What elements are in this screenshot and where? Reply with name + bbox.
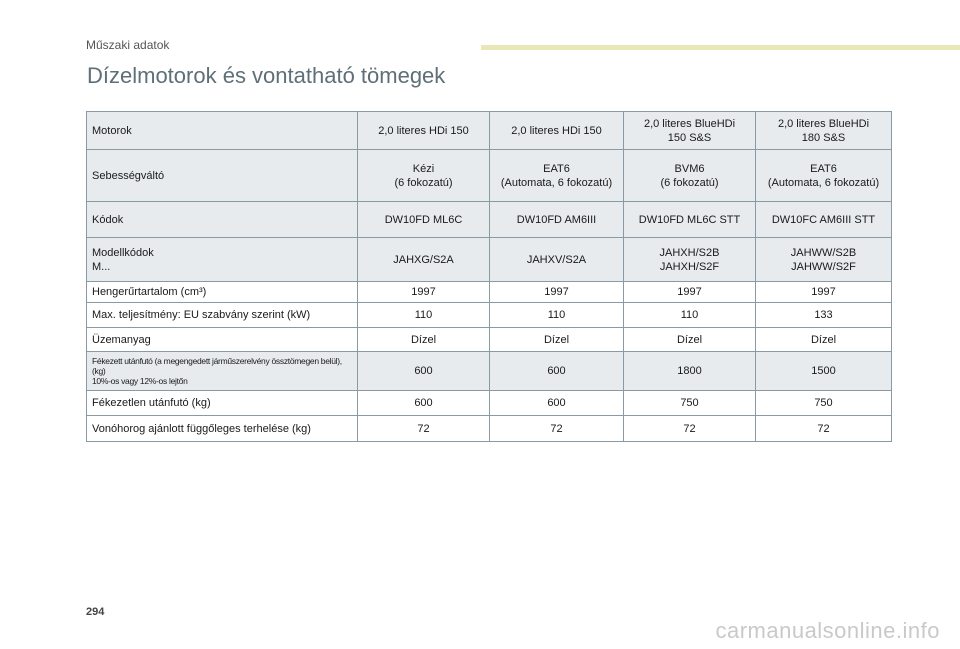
- value-cell: 1500: [756, 352, 892, 391]
- value-cell: 1997: [358, 282, 490, 303]
- value-cell: JAHXG/S2A: [358, 238, 490, 282]
- row-label-line: Fékezett utánfutó (a megengedett járműszerelvény össztömegen belül), (kg): [92, 356, 342, 376]
- row-label-line: M...: [92, 260, 111, 273]
- value-cell: 1997: [490, 282, 624, 303]
- value-cell: 110: [490, 303, 624, 328]
- table-row: [87, 303, 892, 328]
- section-label: Műszaki adatok: [86, 38, 170, 52]
- page-title: Dízelmotorok és vontatható tömegek: [87, 63, 446, 88]
- value-cell: Dízel: [490, 328, 624, 352]
- value-cell: 72: [358, 416, 490, 442]
- row-label-line: Modellkódok: [92, 246, 154, 259]
- value-cell: JAHXH/S2B JAHXH/S2F: [624, 238, 756, 282]
- page-number: 294: [86, 606, 105, 618]
- value-cell: 2,0 literes HDi 150: [490, 112, 624, 150]
- value-cell: Dízel: [756, 328, 892, 352]
- row-label-cell: Max. teljesítmény: EU szabvány szerint (kW): [87, 303, 358, 328]
- value-cell: 1997: [756, 282, 892, 303]
- value-cell: BVM6 (6 fokozatú): [624, 150, 756, 202]
- value-cell: EAT6 (Automata, 6 fokozatú): [756, 150, 892, 202]
- row-label-cell: [87, 352, 358, 391]
- value-cell: 2,0 literes BlueHDi 180 S&S: [756, 112, 892, 150]
- row-label-cell: [87, 238, 358, 282]
- spec-table: [86, 111, 892, 442]
- table-row: [87, 282, 892, 303]
- value-cell: DW10FC AM6III STT: [756, 202, 892, 238]
- value-cell: JAHWW/S2B JAHWW/S2F: [756, 238, 892, 282]
- value-cell: 110: [358, 303, 490, 328]
- value-cell: 72: [756, 416, 892, 442]
- value-cell: 600: [490, 352, 624, 391]
- spec-table-body: [87, 112, 892, 442]
- value-cell: 600: [490, 391, 624, 416]
- row-label-cell: Fékezetlen utánfutó (kg): [87, 391, 358, 416]
- value-cell: 600: [358, 352, 490, 391]
- table-row: [87, 416, 892, 442]
- value-cell: 133: [756, 303, 892, 328]
- value-cell: Dízel: [358, 328, 490, 352]
- value-cell: 110: [624, 303, 756, 328]
- row-label-cell: Üzemanyag: [87, 328, 358, 352]
- value-cell: 1800: [624, 352, 756, 391]
- value-cell: 750: [624, 391, 756, 416]
- table-row: [87, 150, 892, 202]
- row-label-cell: Vonóhorog ajánlott függőleges terhelése (kg): [87, 416, 358, 442]
- row-label-cell: Hengerűrtartalom (cm³): [87, 282, 358, 303]
- value-cell: 2,0 literes BlueHDi 150 S&S: [624, 112, 756, 150]
- table-row: [87, 328, 892, 352]
- value-cell: Kézi (6 fokozatú): [358, 150, 490, 202]
- value-cell: Dízel: [624, 328, 756, 352]
- table-row: [87, 202, 892, 238]
- value-cell: 2,0 literes HDi 150: [358, 112, 490, 150]
- value-cell: 1997: [624, 282, 756, 303]
- value-cell: EAT6 (Automata, 6 fokozatú): [490, 150, 624, 202]
- row-label-line: 10%-os vagy 12%-os lejtőn: [92, 376, 188, 386]
- watermark: carmanualsonline.info: [715, 618, 940, 643]
- row-label-cell: Motorok: [87, 112, 358, 150]
- table-row: [87, 238, 892, 282]
- table-row: [87, 391, 892, 416]
- header-accent-rule: [481, 45, 960, 50]
- row-label-cell: Sebességváltó: [87, 150, 358, 202]
- table-row: [87, 352, 892, 391]
- value-cell: DW10FD ML6C: [358, 202, 490, 238]
- table-row: [87, 112, 892, 150]
- value-cell: 750: [756, 391, 892, 416]
- value-cell: DW10FD ML6C STT: [624, 202, 756, 238]
- value-cell: DW10FD AM6III: [490, 202, 624, 238]
- row-label-cell: Kódok: [87, 202, 358, 238]
- value-cell: 600: [358, 391, 490, 416]
- value-cell: 72: [490, 416, 624, 442]
- value-cell: JAHXV/S2A: [490, 238, 624, 282]
- value-cell: 72: [624, 416, 756, 442]
